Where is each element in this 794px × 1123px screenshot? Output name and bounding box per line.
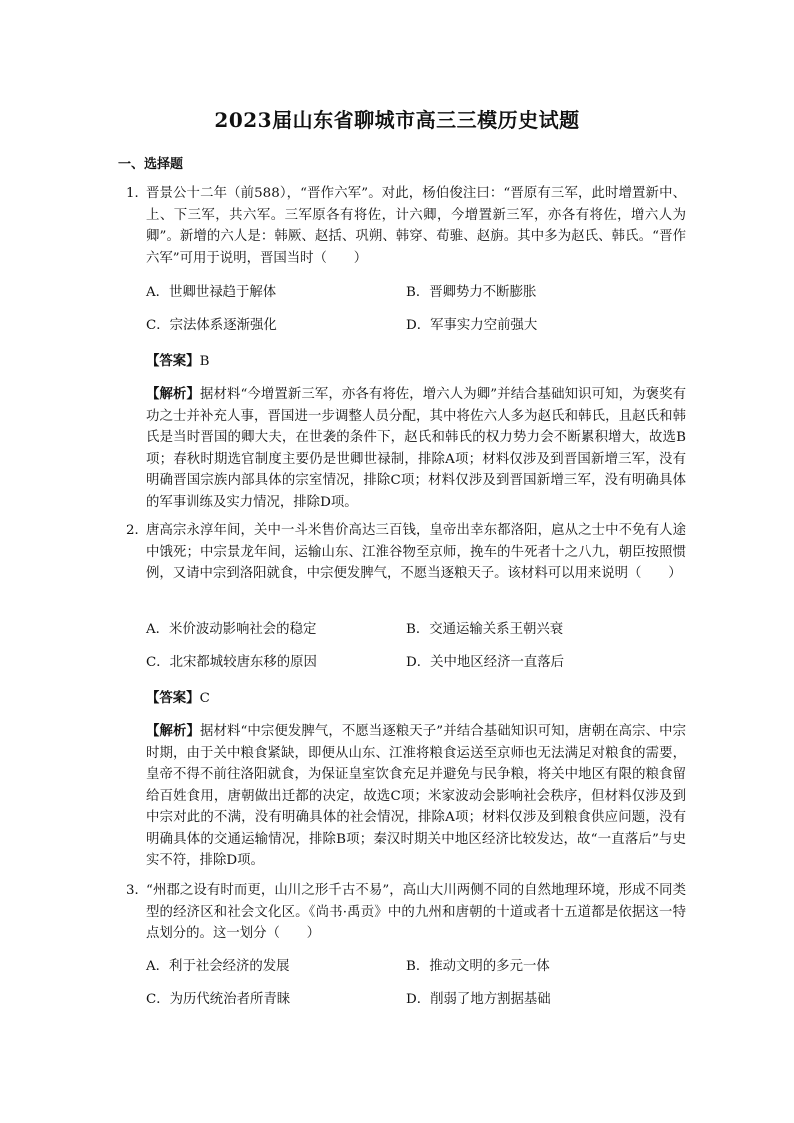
answer-value: C bbox=[199, 691, 210, 706]
answer-tag: 【答案】 bbox=[146, 353, 200, 369]
explanation-tag: 【解析】 bbox=[146, 386, 200, 402]
option-b: B．晋卿势力不断膨胀 bbox=[406, 285, 537, 300]
explanation bbox=[146, 721, 686, 872]
answer-line bbox=[146, 688, 210, 709]
option-c: C．北宋都城较唐东移的原因 bbox=[146, 655, 317, 670]
option-a: A．利于社会经济的发展 bbox=[146, 959, 290, 974]
question-stem: 晋景公十二年（前588），“晋作六军”。对此，杨伯俊注曰：“晋原有三军，此时增置新中、上、下三军，共六军。三军原各有将佐，计六卿，今增置新三军，亦各有将佐，增六人为卿”。新增的六人是：韩厥、赵括、巩朔、韩穿、荀骓、赵旃。其中多为赵氏、韩氏。“晋作六军”可用于说明，晋国当时（ ） bbox=[146, 186, 686, 266]
option-d: D．军事实力空前强大 bbox=[406, 318, 538, 333]
question-3 bbox=[126, 880, 686, 945]
option-d: D．削弱了地方割据基础 bbox=[406, 992, 551, 1007]
explanation bbox=[146, 384, 686, 513]
option-b: B．推动文明的多元一体 bbox=[406, 959, 550, 974]
option-a: A．世卿世禄趋于解体 bbox=[146, 285, 277, 300]
explanation-text: 据材料“中宗便发脾气，不愿当逐粮天子”并结合基础知识可知，唐朝在高宗、中宗时期，由于关中粮食紧缺，即便从山东、江淮将粮食运送至京师也无法满足对粮食的需要，皇帝不得不前往洛阳就食，为保证皇室饮食充足并避免与民争粮，将关中地区有限的粮食留给百姓食用，唐朝做出迁都的决定，故选C项；米家波动会影响社会秩序，但材料仅涉及到中宗对此的不满，没有明确具体的社会情况，排除A项；材料仅涉及到粮食供应问题，没有明确具体的交通运输情况，排除B项；秦汉时期关中地区经济比较发达，故“一直落后”与史实不符，排除D项。 bbox=[146, 724, 686, 868]
question-stem: “州郡之设有时而更，山川之形千古不易”，高山大川两侧不同的自然地理环境，形成不同类型的经济区和社会文化区。《尚书·禹贡》中的九州和唐朝的十道或者十五道都是依据这一特点划分的。这一划分（ ） bbox=[146, 883, 686, 941]
question-2 bbox=[126, 520, 686, 585]
answer-value: B bbox=[199, 354, 210, 369]
answer-line bbox=[146, 351, 209, 372]
question-number: 2． bbox=[126, 523, 148, 538]
question-stem: 唐高宗永淳年间，关中一斗米售价高达三百钱，皇帝出幸东都洛阳，扈从之士中不免有人途中饿死；中宗景龙年间，运输山东、江淮谷物至京师，挽车的牛死者十之八九，朝臣按照惯例，又请中宗到洛阳就食，中宗便发脾气，不愿当逐粮天子。该材料可以用来说明（ ） bbox=[146, 523, 686, 581]
page-title: 2023届山东省聊城市高三三模历史试题 bbox=[214, 108, 580, 132]
option-a: A．米价波动影响社会的稳定 bbox=[146, 622, 317, 637]
question-1 bbox=[126, 183, 686, 269]
answer-tag: 【答案】 bbox=[146, 690, 200, 706]
section-heading: 一、选择题 bbox=[118, 157, 184, 172]
option-b: B．交通运输关系王朝兴衰 bbox=[406, 622, 564, 637]
option-c: C．为历代统治者所青睐 bbox=[146, 992, 291, 1007]
option-c: C．宗法体系逐渐强化 bbox=[146, 318, 277, 333]
explanation-text: 据材料“今增置新三军，亦各有将佐，增六人为卿”并结合基础知识可知，为褒奖有功之士并补充人事，晋国进一步调整人员分配，其中将佐六人多为赵氏和韩氏，且赵氏和韩氏是当时晋国的卿大夫，在世袭的条件下，赵氏和韩氏的权力势力会不断累积增大，故选B项；春秋时期选官制度主要仍是世卿世禄制，排除A项；材料仅涉及到晋国新增三军，没有明确晋国宗族内部具体的宗室情况，排除C项；材料仅涉及到晋国新增三军，没有明确具体的军事训练及实力情况，排除D项。 bbox=[146, 387, 686, 510]
question-number: 1． bbox=[126, 186, 148, 201]
explanation-tag: 【解析】 bbox=[146, 723, 200, 739]
option-d: D．关中地区经济一直落后 bbox=[406, 655, 565, 670]
question-number: 3． bbox=[126, 883, 148, 898]
